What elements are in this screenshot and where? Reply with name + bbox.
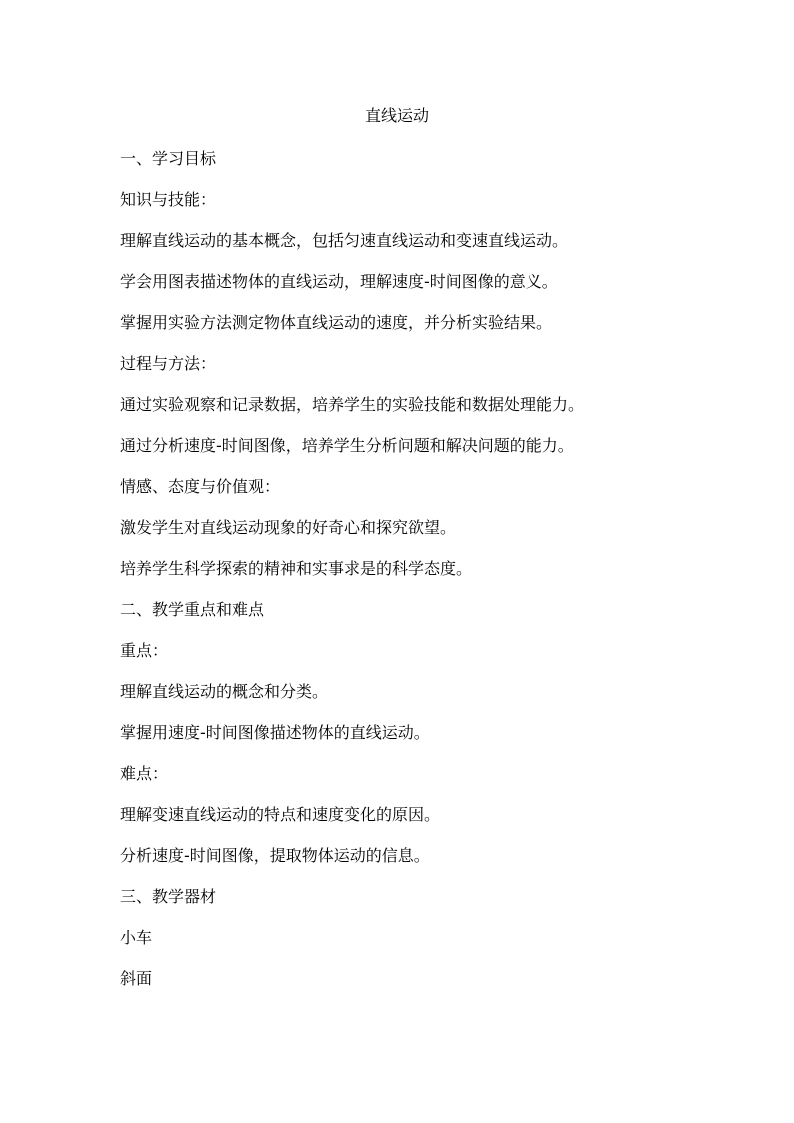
body-line: 掌握用实验方法测定物体直线运动的速度，并分析实验结果。	[120, 313, 553, 332]
section-heading-learning-objectives: 一、学习目标	[120, 149, 217, 168]
body-line: 分析速度-时间图像，提取物体运动的信息。	[120, 846, 430, 865]
body-line: 学会用图表描述物体的直线运动，理解速度-时间图像的意义。	[120, 272, 558, 291]
document-body	[120, 148, 720, 1009]
subheading-emotion-attitude-values: 情感、态度与价值观：	[120, 477, 281, 496]
equipment-item: 小车	[120, 928, 153, 947]
body-line: 培养学生科学探索的精神和实事求是的科学态度。	[120, 559, 473, 578]
body-line: 通过实验观察和记录数据，培养学生的实验技能和数据处理能力。	[120, 395, 585, 414]
section-heading-teaching-equipment: 三、教学器材	[120, 887, 217, 906]
subheading-knowledge-skills: 知识与技能：	[120, 190, 217, 209]
body-line: 通过分析速度-时间图像，培养学生分析问题和解决问题的能力。	[120, 436, 574, 455]
document-title: 直线运动	[364, 106, 429, 125]
body-line: 激发学生对直线运动现象的好奇心和探究欲望。	[120, 518, 457, 537]
subheading-key-points: 重点：	[120, 641, 169, 660]
equipment-item: 斜面	[120, 969, 153, 988]
section-heading-key-difficult-points: 二、教学重点和难点	[120, 600, 265, 619]
body-line: 掌握用速度-时间图像描述物体的直线运动。	[120, 723, 430, 742]
body-line: 理解变速直线运动的特点和速度变化的原因。	[120, 805, 441, 824]
subheading-difficult-points: 难点：	[120, 764, 169, 783]
body-line: 理解直线运动的基本概念，包括匀速直线运动和变速直线运动。	[120, 231, 569, 250]
body-line: 理解直线运动的概念和分类。	[120, 682, 329, 701]
subheading-process-methods: 过程与方法：	[120, 354, 217, 373]
